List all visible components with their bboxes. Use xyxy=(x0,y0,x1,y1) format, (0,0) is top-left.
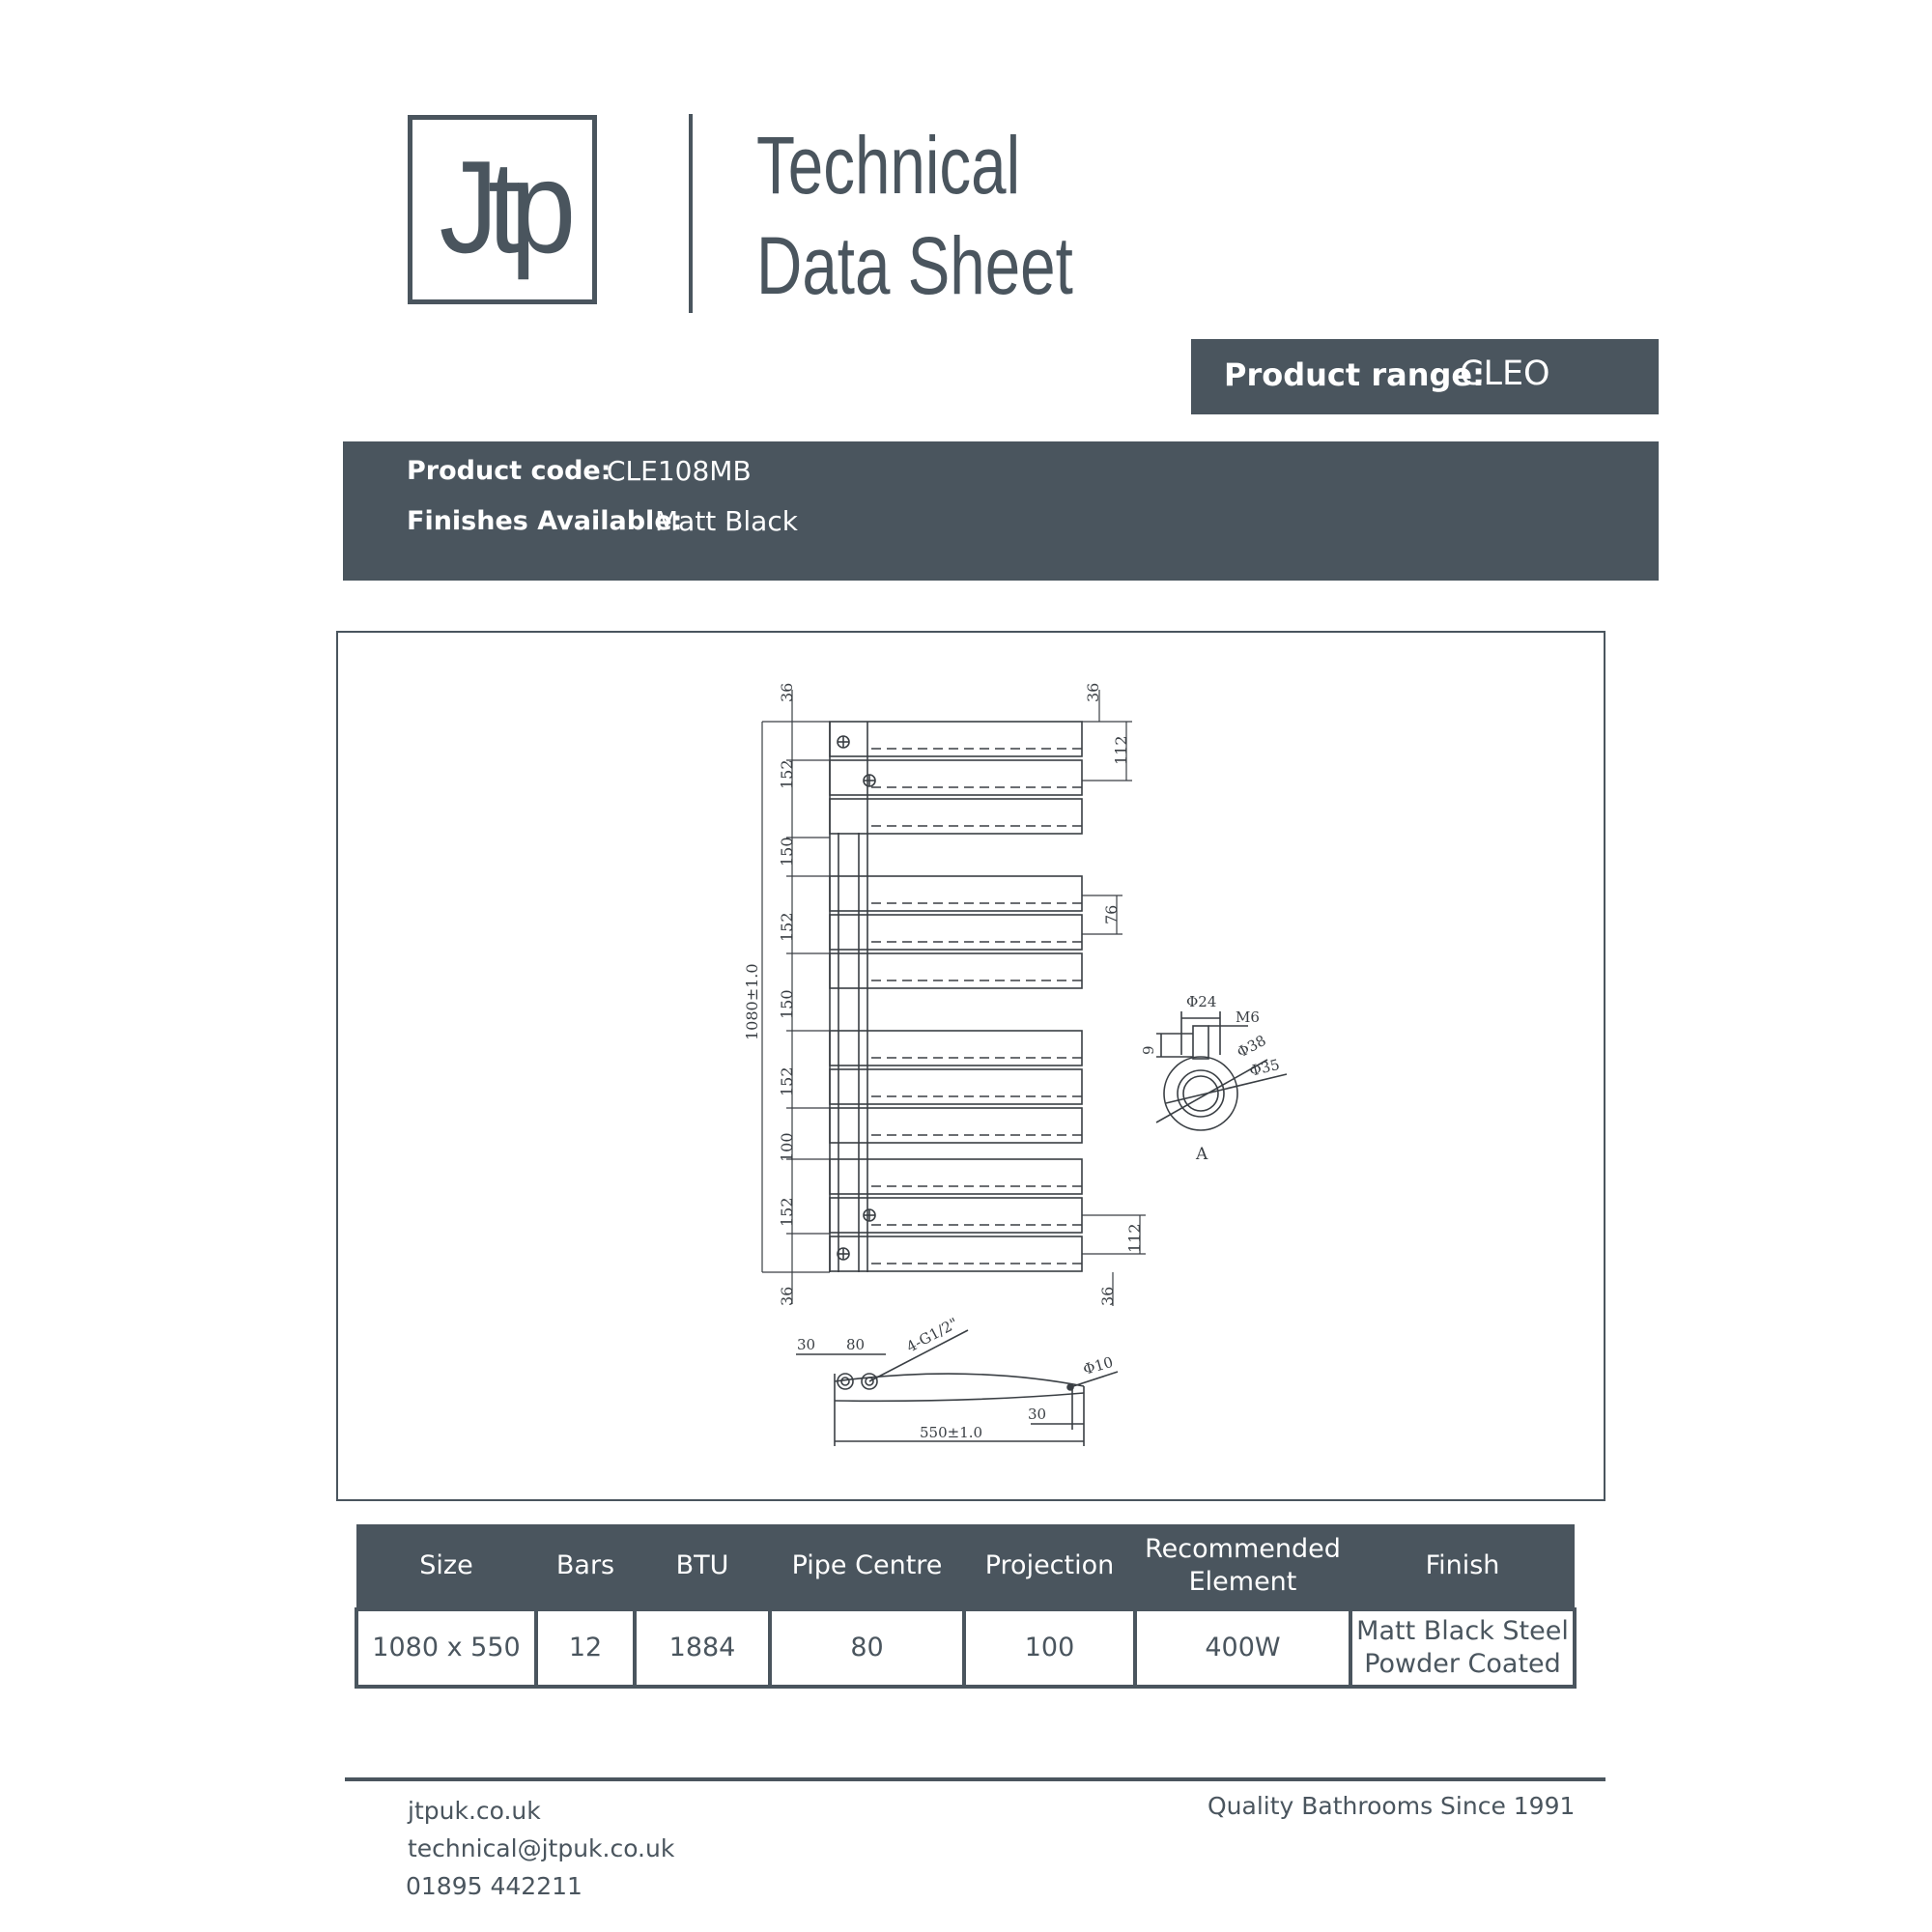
dim-left-top: 36 xyxy=(778,682,796,702)
plan-width: 550±1.0 xyxy=(920,1424,983,1441)
dim-right-top: 36 xyxy=(1084,682,1102,702)
finishes-value: Matt Black xyxy=(655,505,798,537)
dim-left-4: 150 xyxy=(778,989,796,1019)
page-title-line1: Technical xyxy=(756,120,1021,211)
phone-number: 01895 442211 xyxy=(406,1872,582,1900)
plan-dim-80: 80 xyxy=(846,1336,866,1353)
dim-overall-height: 1080±1.0 xyxy=(743,963,761,1040)
detail-section-label: A xyxy=(1196,1145,1208,1164)
cell-pipe-centre: 80 xyxy=(770,1609,964,1687)
product-code-label: Product code: xyxy=(407,456,611,486)
dim-left-3: 152 xyxy=(778,912,796,942)
technical-drawing xyxy=(338,633,1604,1499)
product-code-value: CLE108MB xyxy=(607,455,752,487)
detail-d35: Φ35 xyxy=(1247,1055,1282,1080)
plan-dim-30b: 30 xyxy=(1028,1406,1047,1423)
detail-m6: M6 xyxy=(1236,1009,1260,1026)
cell-btu: 1884 xyxy=(635,1609,770,1687)
cell-size: 1080 x 550 xyxy=(356,1609,536,1687)
right-dimension-lines xyxy=(1082,690,1146,1306)
col-header-recommended-element: Recommended Element xyxy=(1135,1524,1350,1609)
plan-dim-d10: Φ10 xyxy=(1081,1352,1116,1378)
dim-left-bottom: 36 xyxy=(778,1286,796,1306)
detail-nine: 9 xyxy=(1140,1045,1157,1055)
cell-recommended-element: 400W xyxy=(1135,1609,1350,1687)
product-info-banner xyxy=(343,441,1659,581)
col-header-pipe-centre: Pipe Centre xyxy=(770,1524,964,1609)
radiator-verticals xyxy=(830,722,867,1272)
dim-right-1: 112 xyxy=(1112,735,1130,765)
dim-left-7: 152 xyxy=(778,1197,796,1227)
plan-thread: 4-G1/2" xyxy=(903,1314,961,1356)
technical-drawing-frame xyxy=(336,631,1605,1501)
detail-d24: Φ24 xyxy=(1186,993,1217,1010)
dim-right-3: 112 xyxy=(1125,1223,1144,1253)
product-range-label: Product range: xyxy=(1224,356,1485,393)
col-header-size: Size xyxy=(356,1524,536,1609)
website-link[interactable]: jtpuk.co.uk xyxy=(408,1797,541,1825)
table-header-row xyxy=(356,1524,1575,1609)
col-header-bars: Bars xyxy=(536,1524,635,1609)
footer-divider xyxy=(345,1777,1605,1781)
product-range-banner xyxy=(1191,339,1659,414)
cell-projection: 100 xyxy=(964,1609,1135,1687)
left-dimension-lines xyxy=(762,690,830,1304)
dim-right-bottom: 36 xyxy=(1098,1286,1117,1306)
dim-right-2: 76 xyxy=(1102,904,1121,924)
email-link[interactable]: technical@jtpuk.co.uk xyxy=(408,1834,675,1862)
col-header-finish: Finish xyxy=(1350,1524,1575,1609)
spec-table xyxy=(355,1524,1577,1689)
page-title-line2: Data Sheet xyxy=(756,220,1073,311)
dim-left-6: 100 xyxy=(778,1132,796,1162)
finishes-label: Finishes Available: xyxy=(407,506,683,536)
col-header-btu: BTU xyxy=(635,1524,770,1609)
logo: Jtp xyxy=(439,133,566,280)
product-range-value: CLEO xyxy=(1460,355,1550,393)
col-header-projection: Projection xyxy=(964,1524,1135,1609)
plan-dim-30: 30 xyxy=(797,1336,816,1353)
valve-markers xyxy=(838,736,875,1260)
header-divider xyxy=(689,114,693,313)
dim-left-1: 152 xyxy=(778,759,796,789)
detail-d38: Φ38 xyxy=(1234,1031,1269,1062)
table-row xyxy=(356,1609,1575,1687)
cell-finish: Matt Black Steel Powder Coated xyxy=(1350,1609,1575,1687)
cell-bars: 12 xyxy=(536,1609,635,1687)
dim-left-2: 150 xyxy=(778,837,796,867)
footer-tagline: Quality Bathrooms Since 1991 xyxy=(1208,1792,1576,1820)
dim-left-5: 152 xyxy=(778,1066,796,1096)
